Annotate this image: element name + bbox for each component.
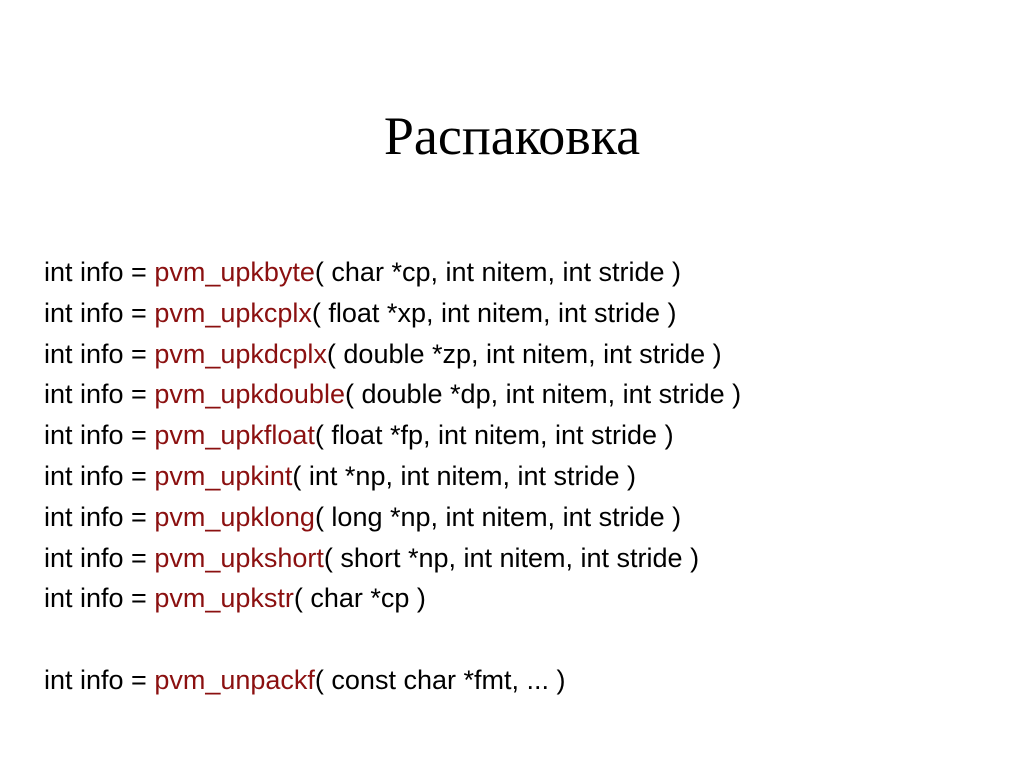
code-prefix: int info =: [44, 420, 155, 451]
function-args: ( float *fp, int nitem, int stride ): [314, 420, 674, 451]
slide-title: Распаковка: [383, 106, 641, 166]
function-args: ( double *zp, int nitem, int stride ): [326, 338, 722, 369]
function-args: ( float *xp, int nitem, int stride ): [311, 297, 677, 328]
function-name: pvm_upkint: [154, 460, 293, 491]
code-line-upkbyte: [44, 252, 1004, 293]
function-args: ( const char *fmt, ... ): [314, 664, 566, 695]
code-prefix: int info =: [44, 583, 155, 614]
function-args: ( long *np, int nitem, int stride ): [314, 501, 682, 532]
function-args: ( double *dp, int nitem, int stride ): [344, 379, 742, 410]
function-name: pvm_upklong: [154, 501, 315, 532]
code-line-upkfloat: [44, 415, 1004, 456]
function-name: pvm_upkbyte: [154, 257, 315, 287]
code-prefix: int info =: [44, 257, 155, 287]
code-prefix: int info =: [44, 338, 155, 369]
code-prefix: int info =: [44, 460, 155, 491]
code-prefix: int info =: [44, 501, 155, 532]
code-line-upkdcplx: [44, 334, 1004, 375]
code-line-upklong: [44, 497, 1004, 538]
code-block: [44, 252, 1004, 701]
function-name: pvm_unpackf: [154, 664, 315, 695]
function-args: ( short *np, int nitem, int stride ): [323, 542, 700, 573]
code-prefix: int info =: [44, 297, 155, 328]
function-name: pvm_upkdcplx: [154, 338, 327, 369]
function-name: pvm_upkshort: [154, 542, 324, 573]
function-args: ( int *np, int nitem, int stride ): [292, 460, 637, 491]
code-prefix: int info =: [44, 664, 155, 695]
code-line-upkdouble: [44, 374, 1004, 415]
function-name: pvm_upkdouble: [154, 379, 345, 410]
function-name: pvm_upkstr: [154, 583, 294, 614]
function-name: pvm_upkfloat: [154, 420, 315, 451]
blank-line: [44, 619, 1004, 660]
code-line-unpackf: [44, 660, 1004, 701]
code-line-upkstr: [44, 578, 1004, 619]
code-prefix: int info =: [44, 542, 155, 573]
function-args: ( char *cp ): [293, 583, 426, 614]
function-name: pvm_upkcplx: [154, 297, 312, 328]
code-line-upkshort: [44, 538, 1004, 579]
function-args: ( char *cp, int nitem, int stride ): [314, 257, 682, 287]
code-line-upkint: [44, 456, 1004, 497]
code-prefix: int info =: [44, 379, 155, 410]
code-line-upkcplx: [44, 293, 1004, 334]
